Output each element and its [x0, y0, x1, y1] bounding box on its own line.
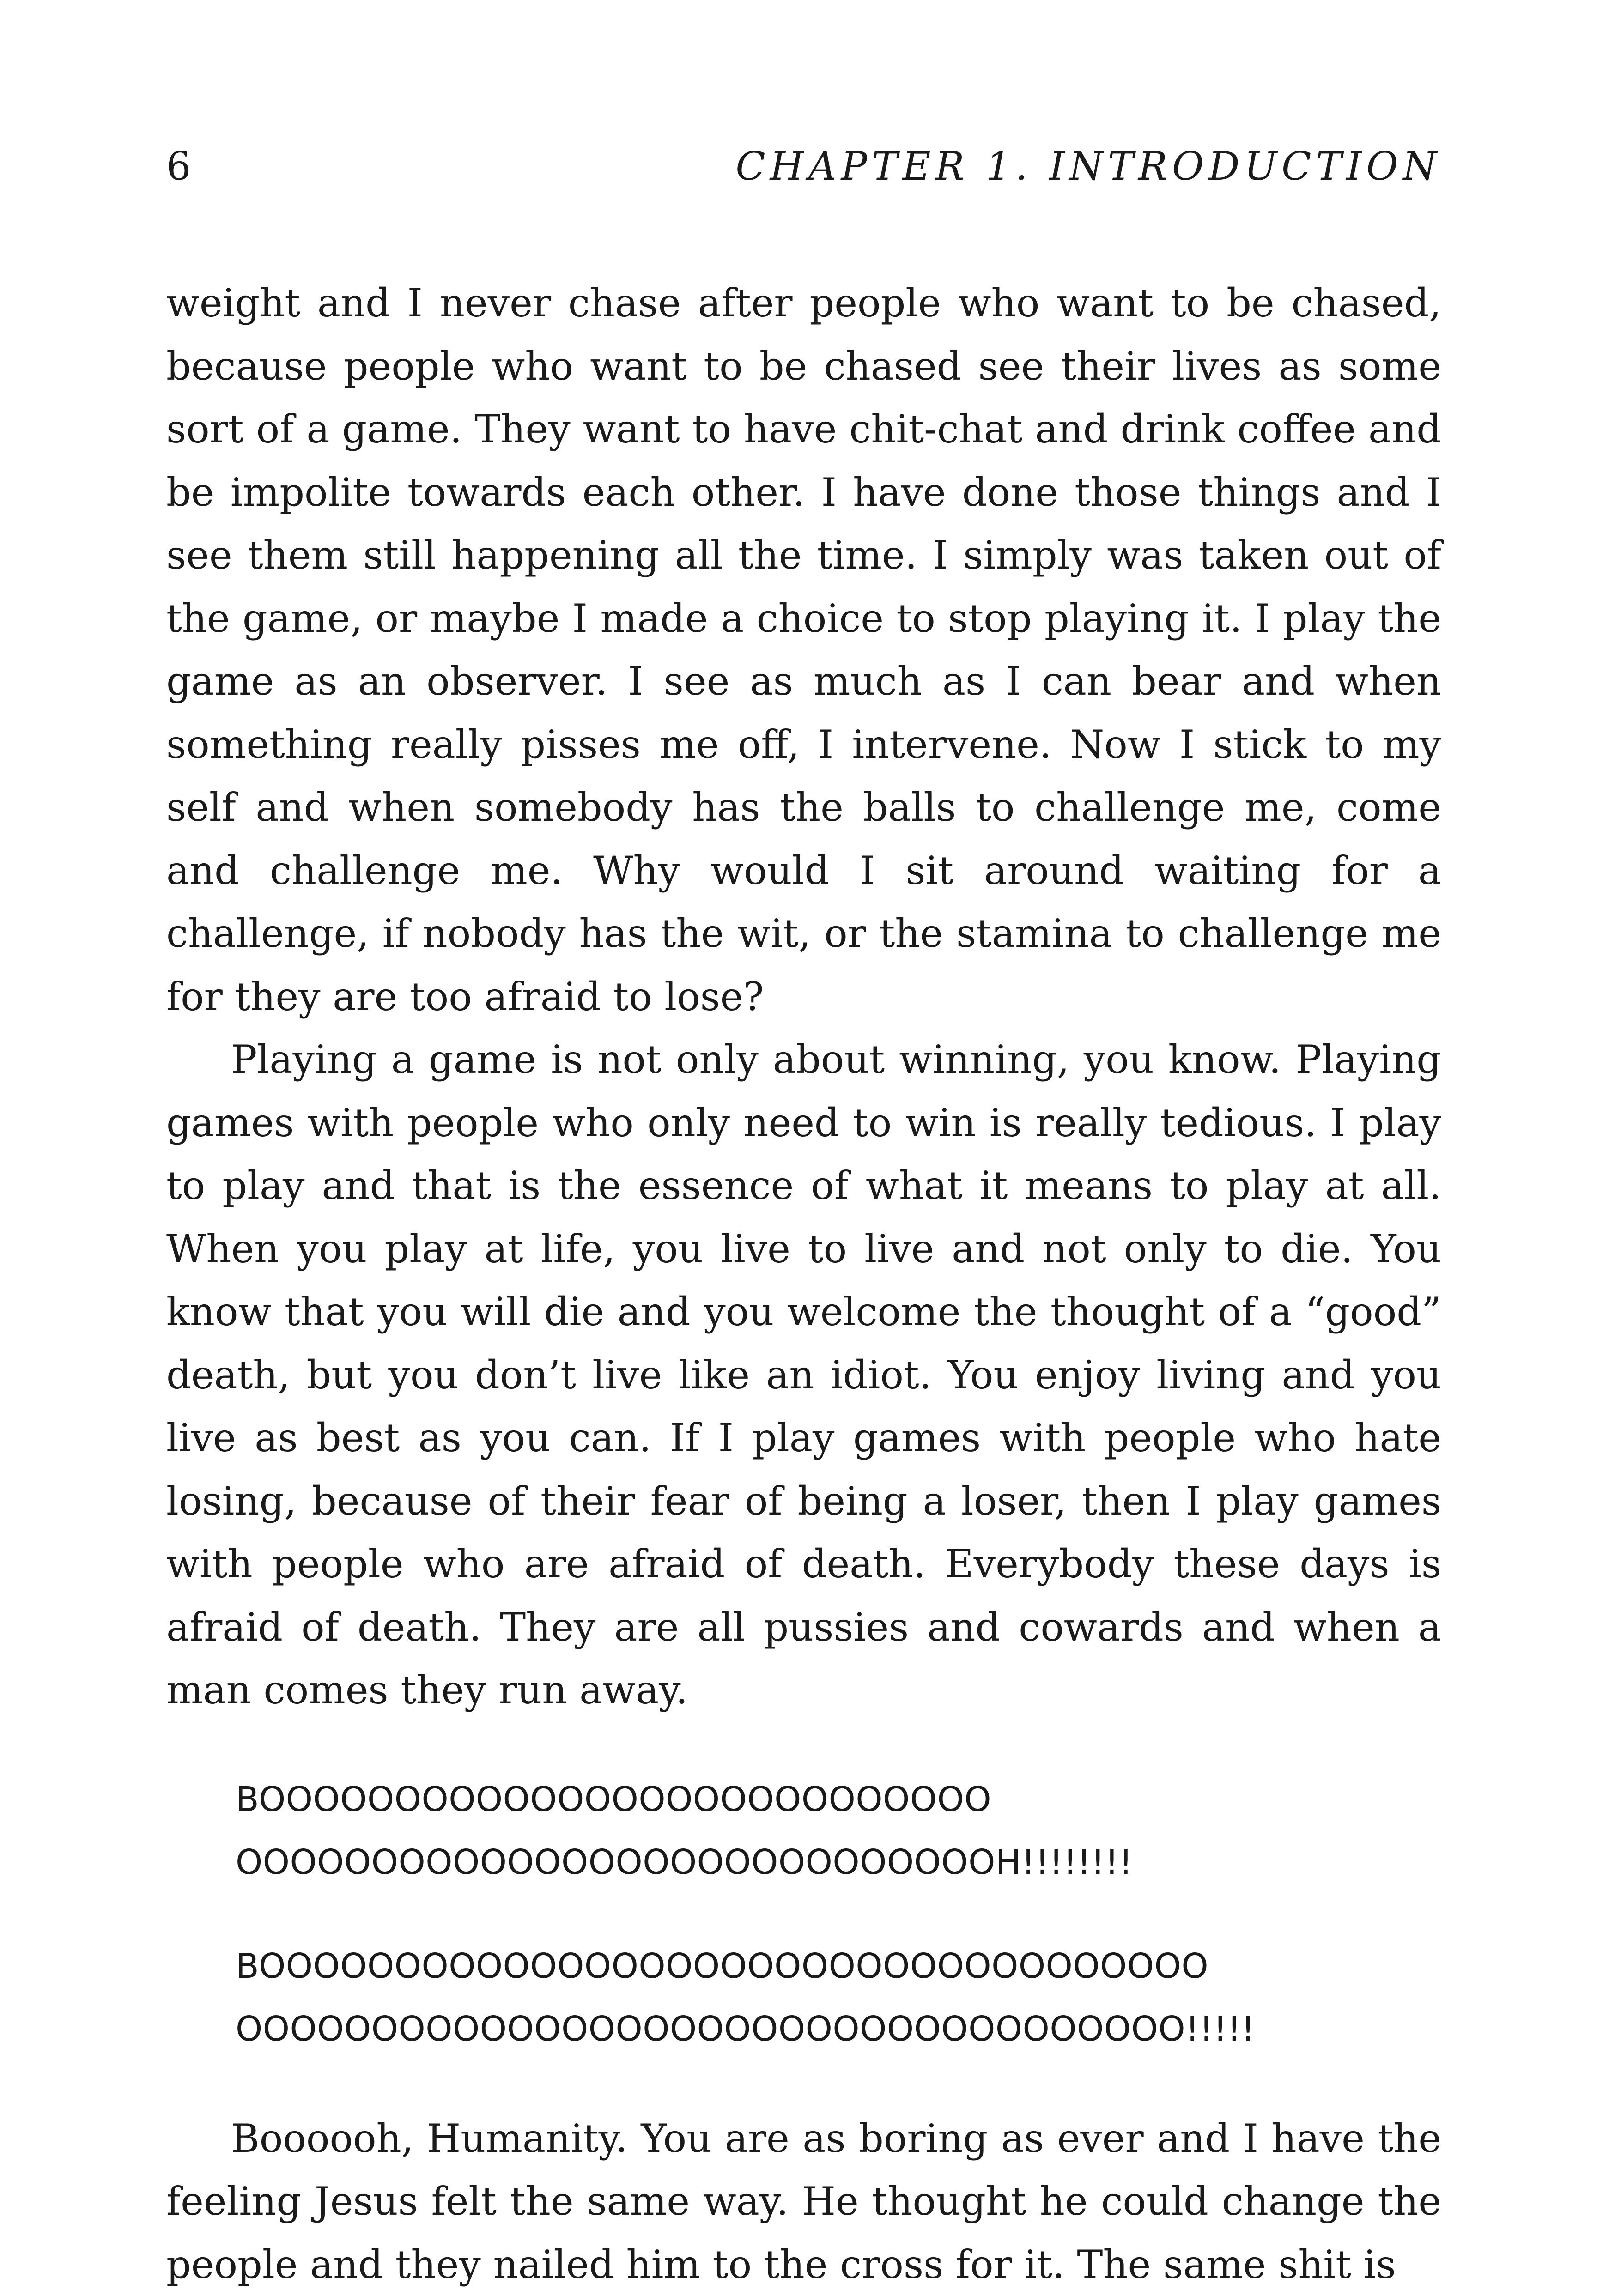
shout-block-1	[166, 1768, 1441, 1894]
page-body	[166, 272, 1441, 2296]
paragraph-continued: weight and I never chase after people who want to be chased, because people who want to be chased see their lives as some sort of a game. They want to have chit-chat and drink coffee and be impolite towards each other. I have done those things and I see them still happening all the time. I simply was taken out of the game, or maybe I made a choice to stop playing it. I play the game as an observer. I see as much as I can bear and when something really pisses me off, I intervene. Now I stick to my self and when somebody has the balls to challenge me, come and challenge me. Why would I sit around waiting for a challenge, if nobody has the wit, or the stamina to challenge me for they are too afraid to lose?	[166, 272, 1441, 1028]
spacer	[166, 2061, 1441, 2107]
shout-line: OOOOOOOOOOOOOOOOOOOOOOOOOOOOOOOOOOO!!!!!	[166, 1998, 1441, 2061]
book-page	[166, 0, 1441, 2291]
shout-line: OOOOOOOOOOOOOOOOOOOOOOOOOOOOH!!!!!!!!	[166, 1831, 1441, 1894]
shout-line: BOOOOOOOOOOOOOOOOOOOOOOOOOOOOOOOOOOO	[166, 1935, 1441, 1998]
shout-line: BOOOOOOOOOOOOOOOOOOOOOOOOOOO	[166, 1768, 1441, 1831]
paragraph-booooh-humanity: Boooooh, Humanity. You are as boring as ever and I have the feeling Jesus felt the same way. He thought he could change the people and they nailed him to the cross for it. The same shit is	[166, 2107, 1441, 2296]
shout-block-2	[166, 1935, 1441, 2061]
spacer	[166, 1722, 1441, 1768]
paragraph-playing-a-game: Playing a game is not only about winning, you know. Playing games with people who only need to win is really tedious. I play to play and that is the essence of what it means to play at all. When you play at life, you live to live and not only to die. You know that you will die and you welcome the thought of a “good” death, but you don’t live like an idiot. You enjoy living and you live as best as you can. If I play games with people who hate losing, because of their fear of being a loser, then I play games with people who are afraid of death. Everybody these days is afraid of death. They are all pussies and cowards and when a man comes they run away.	[166, 1028, 1441, 1722]
spacer	[166, 1894, 1441, 1935]
chapter-title: CHAPTER 1. INTRODUCTION	[735, 139, 1441, 194]
page-number: 6	[166, 139, 191, 194]
running-head	[166, 139, 1441, 194]
